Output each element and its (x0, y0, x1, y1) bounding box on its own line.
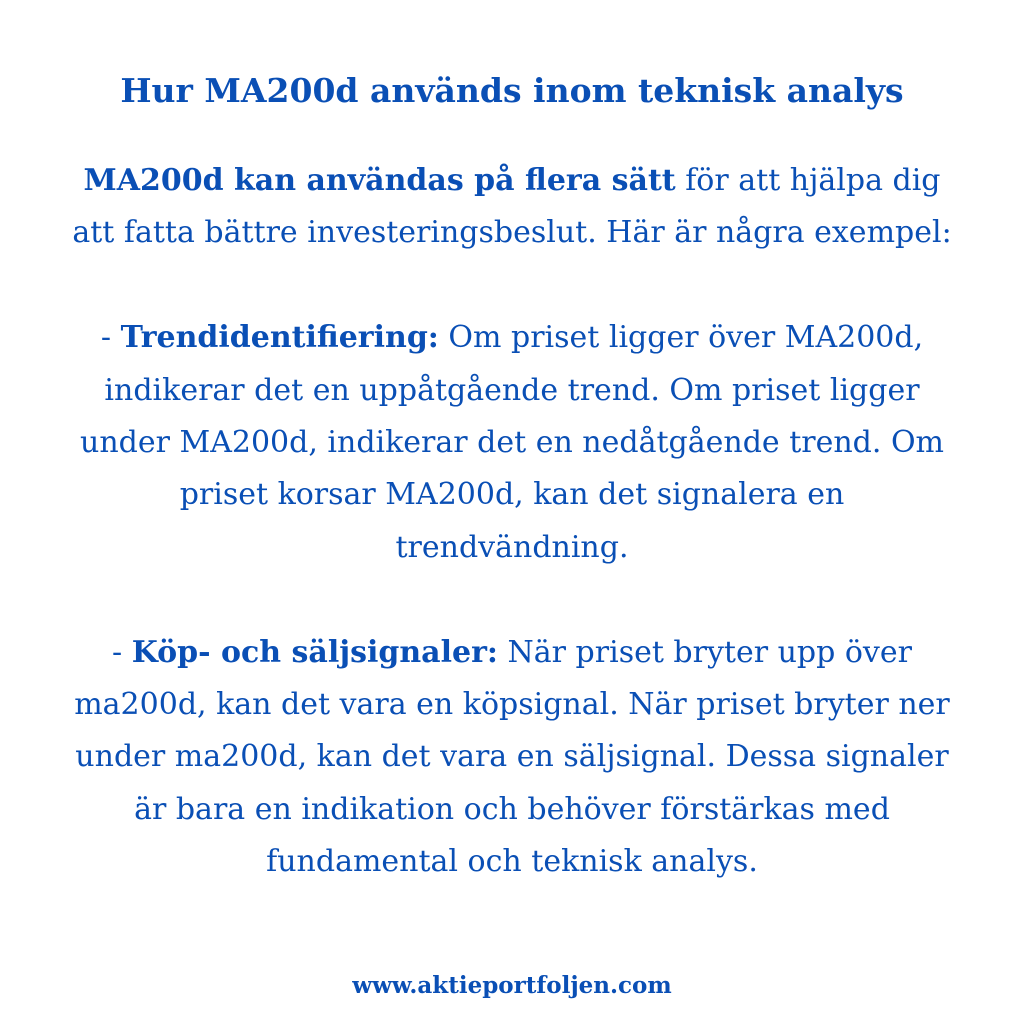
item-text: Om priset ligger över MA200d, indikerar det en uppåtgående trend. Om priset ligger under MA200d, indikerar det en nedåtgående trend. Om priset korsar MA200d, kan det signalera en trendvändning. (80, 320, 944, 565)
item-trendidentifiering (60, 312, 964, 574)
item-label: Köp- och säljsignaler: (131, 634, 498, 670)
body-text (60, 155, 964, 889)
item-text: När priset bryter upp över ma200d, kan det vara en köpsignal. När priset bryter ner under ma200d, kan det vara en säljsignal. Dessa signaler är bara en indikation och behöver förstärkas med fundamental och teknisk analys. (74, 634, 950, 880)
paragraph-spacer (60, 574, 964, 626)
item-prefix: - (112, 634, 132, 670)
intro-bold: MA200d kan användas på flera sätt (83, 163, 676, 198)
item-prefix: - (100, 320, 121, 356)
website-url: www.aktieportfoljen.com (352, 972, 672, 999)
item-label: Trendidentifiering: (120, 320, 439, 356)
page-title: Hur MA200d används inom teknisk analys (120, 71, 904, 110)
paragraph-spacer (60, 260, 964, 312)
intro-text: för att hjälpa dig att fatta bättre investeringsbeslut. Här är några exempel: (72, 163, 952, 251)
intro-paragraph (60, 155, 964, 260)
item-kop-och-saljsignaler (60, 627, 964, 889)
